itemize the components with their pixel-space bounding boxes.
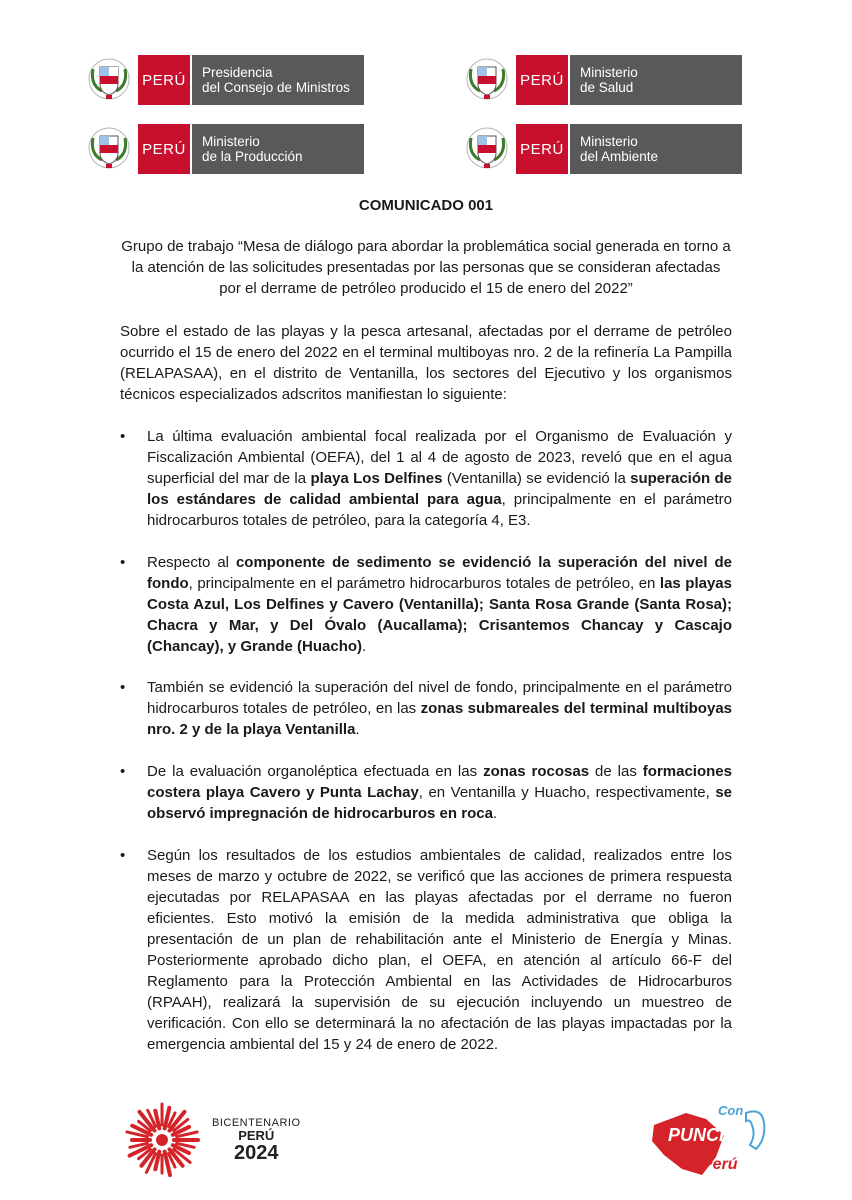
coat-of-arms-icon [464, 55, 510, 105]
coat-of-arms-icon [464, 124, 510, 174]
list-item-text: La última evaluación ambiental focal realizada por el Organismo de Evaluación y Fiscalización Ambiental (OEFA), del 1 al 4 de agosto de 2023, reveló que en el agua superficial del mar de la playa Los Delfines (Ventanilla) se evidenció la superación de los estándares de calidad ambiental para agua, principalmente en el parámetro hidrocarburos totales de petróleo, para la categoría 4, E3. [147, 428, 733, 529]
coat-of-arms-icon [86, 55, 132, 105]
intro-paragraph: Sobre el estado de las playas y la pesca artesanal, afectadas por el derrame de petróleo ocurrido el 15 de enero del 2022 en el terminal multiboyas nro. 2 de la refinería La Pampilla (RELAPASAA), en el distrito de Ventanilla, los sectores del Ejecutivo y los organismos técnicos especializados adscritos manifiestan lo siguiente: [120, 323, 732, 403]
logo-minam [464, 124, 742, 174]
list-item-text: También se evidenció la superación del nivel de fondo, principalmente en el parámetro hidrocarburos totales de petróleo, en las zonas submareales del terminal multiboyas nro. 2 y de la playa Ventanilla. [147, 679, 732, 738]
bullet-icon: • [120, 428, 126, 445]
document-title: COMUNICADO 001 [358, 197, 494, 214]
bullet-icon: • [120, 847, 126, 864]
punche-line-1: Con [718, 1103, 744, 1118]
bicentenario-line-3: 2024 [234, 1142, 279, 1164]
entity-name [570, 55, 742, 105]
peru-label: PERÚ [138, 55, 190, 105]
list-item [120, 426, 732, 531]
punche-line-3: Perú [702, 1156, 738, 1173]
entity-name [570, 124, 742, 174]
list-item [120, 677, 732, 740]
list-item [120, 552, 732, 657]
entity-name [192, 55, 364, 105]
list-item-text: Respecto al componente de sedimento se evidenció la superación del nivel de fondo, principalmente en el parámetro hidrocarburos totales de petróleo, en las playas Costa Azul, Los Delfines y Cavero (Ventanilla); Santa Rosa Grande (Santa Rosa); Chacra y Mar, y Del Óvalo (Aucallama); Crisantemos Chancay y Cascajo (Chancay), y Grande (Huacho). [147, 554, 732, 655]
bicentenario-line-2: PERÚ [238, 1128, 275, 1143]
bicentenario-logo [122, 1100, 301, 1180]
logo-minsa [464, 55, 742, 105]
bicentenario-text [212, 1117, 301, 1163]
entity-line-1: Presidencia [202, 65, 273, 80]
list-item-text: Según los resultados de los estudios ambientales de calidad, realizados entre los meses de marzo y octubre de 2022, se verificó que las acciones de primera respuesta ejecutadas por RELAPASAA en las playas afectadas por el derrame no fueron eficientes. Esto motivó la emisión de la medida administrativa que obliga la presentación de un plan de rehabilitación ante el Ministerio de Energía y Minas. Posteriormente aprobado dicho plan, el OEFA, en atención al artículo 66-F del Reglamento para la Protección Ambiental en las Actividades de Hidrocarburos (RPAAH), realizará la supervisión de su ejecución incluyendo un muestreo de verificación. Con ello se determinará la no afectación de las playas impactadas por la emergencia ambiental del 15 y 24 de enero de 2022. [147, 847, 732, 1053]
peru-label: PERÚ [516, 55, 568, 105]
peru-label: PERÚ [138, 124, 190, 174]
entity-line-2: de Salud [580, 80, 634, 95]
logo-pcm [86, 55, 364, 105]
entity-line-1: Ministerio [580, 134, 638, 149]
peru-label: PERÚ [516, 124, 568, 174]
entity-line-2: del Ambiente [580, 149, 659, 164]
document-subtitle: Grupo de trabajo “Mesa de diálogo para abordar la problemática social generada en torno a la atención de las solicitudes presentadas por las personas que se consideran afectadas por el derrame de petróleo producido el 15 de enero del 2022” [121, 238, 731, 297]
entity-line-1: Ministerio [202, 134, 260, 149]
punche-line-2: PUNCHE [668, 1125, 745, 1145]
entity-line-2: del Consejo de Ministros [202, 80, 350, 95]
coat-of-arms-icon [86, 124, 132, 174]
bicentenario-sun-icon [122, 1100, 202, 1180]
list-item-text: De la evaluación organoléptica efectuada en las zonas rocosas de las formaciones costera playa Cavero y Punta Lachay, en Ventanilla y Huacho, respectivamente, se observó impregnación de hidrocarburos en roca. [147, 763, 732, 822]
con-punche-peru-logo [646, 1095, 771, 1180]
list-item [120, 761, 732, 824]
entity-line-1: Ministerio [580, 65, 638, 80]
list-item [120, 845, 732, 1055]
bullet-icon: • [120, 679, 126, 696]
entity-name [192, 124, 364, 174]
bullet-icon: • [120, 763, 126, 780]
logo-produce [86, 124, 364, 174]
bicentenario-line-1: BICENTENARIO [212, 1117, 301, 1129]
entity-line-2: de la Producción [202, 149, 303, 164]
bullet-icon: • [120, 554, 126, 571]
